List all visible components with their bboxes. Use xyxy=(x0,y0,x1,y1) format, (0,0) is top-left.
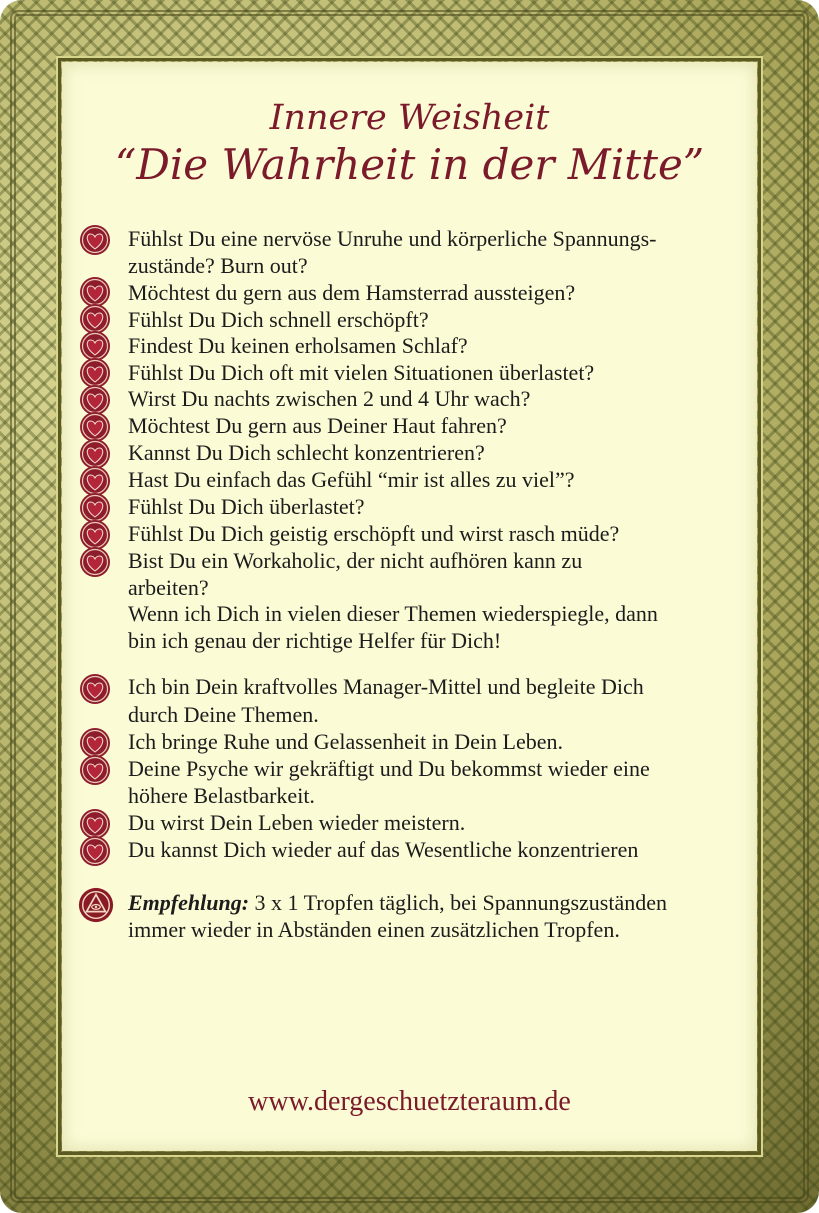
question-line: Findest Du keinen erholsamen Schlaf? xyxy=(128,333,468,358)
website-link[interactable]: www.dergeschuetzteraum.de xyxy=(248,1086,571,1117)
benefit-line: höhere Belastbarkeit. xyxy=(128,783,315,808)
question-line: Möchtest Du gern aus Deiner Haut fahren? xyxy=(128,413,507,438)
summary-line: Wenn ich Dich in vielen dieser Themen wiederspiegle, dann xyxy=(128,601,658,626)
heart-icon xyxy=(79,224,111,256)
question-line: arbeiten? xyxy=(128,575,209,600)
question-line: Hast Du einfach das Gefühl “mir ist alles zu viel”? xyxy=(128,467,575,492)
heart-icon xyxy=(79,754,111,786)
benefit-line: Deine Psyche wir gekräftigt und Du bekommst wieder eine xyxy=(128,756,650,781)
recommendation-text: 3 x 1 Tropfen täglich, bei Spannungszuständen xyxy=(249,890,667,915)
recommendation-label: Empfehlung: xyxy=(128,890,250,915)
question-line: zustände? Burn out? xyxy=(128,253,308,278)
benefit-line: durch Deine Themen. xyxy=(128,702,319,727)
question-line: Fühlst Du Dich oft mit vielen Situationen überlastet? xyxy=(128,360,595,385)
question-line: Wirst Du nachts zwischen 2 und 4 Uhr wach? xyxy=(128,386,531,411)
question-line: Bist Du ein Workaholic, der nicht aufhören kann zu xyxy=(128,548,583,573)
heart-icon xyxy=(79,835,111,867)
recommendation-line-2: immer wieder in Abständen einen zusätzlichen Tropfen. xyxy=(128,917,620,942)
benefit-line: Ich bin Dein kraftvolles Manager-Mittel und begleite Dich xyxy=(128,674,644,699)
benefit-line: Ich bringe Ruhe und Gelassenheit in Dein Leben. xyxy=(128,729,563,754)
question-line: Fühlst Du Dich geistig erschöpft und wirst rasch müde? xyxy=(128,521,620,546)
benefit-line: Du wirst Dein Leben wieder meistern. xyxy=(128,810,466,835)
benefit-line: Du kannst Dich wieder auf das Wesentliche konzentrieren xyxy=(128,837,639,862)
question-line: Fühlst Du eine nervöse Unruhe und körperliche Spannungs- xyxy=(128,226,657,251)
recommendation-line-1 xyxy=(128,890,768,916)
question-line: Kannst Du Dich schlecht konzentrieren? xyxy=(128,440,485,465)
title-line-2: “Die Wahrheit in der Mitte” xyxy=(114,140,705,189)
heart-icon xyxy=(79,673,111,705)
title-line-1: Innere Weisheit xyxy=(269,98,550,138)
eye-triangle-icon xyxy=(77,886,115,924)
summary-line: bin ich genau der richtige Helfer für Dich! xyxy=(128,628,502,653)
question-line: Fühlst Du Dich überlastet? xyxy=(128,494,365,519)
question-line: Möchtest du gern aus dem Hamsterrad aussteigen? xyxy=(128,280,576,305)
heart-icon xyxy=(79,546,111,578)
question-line: Fühlst Du Dich schnell erschöpft? xyxy=(128,307,429,332)
